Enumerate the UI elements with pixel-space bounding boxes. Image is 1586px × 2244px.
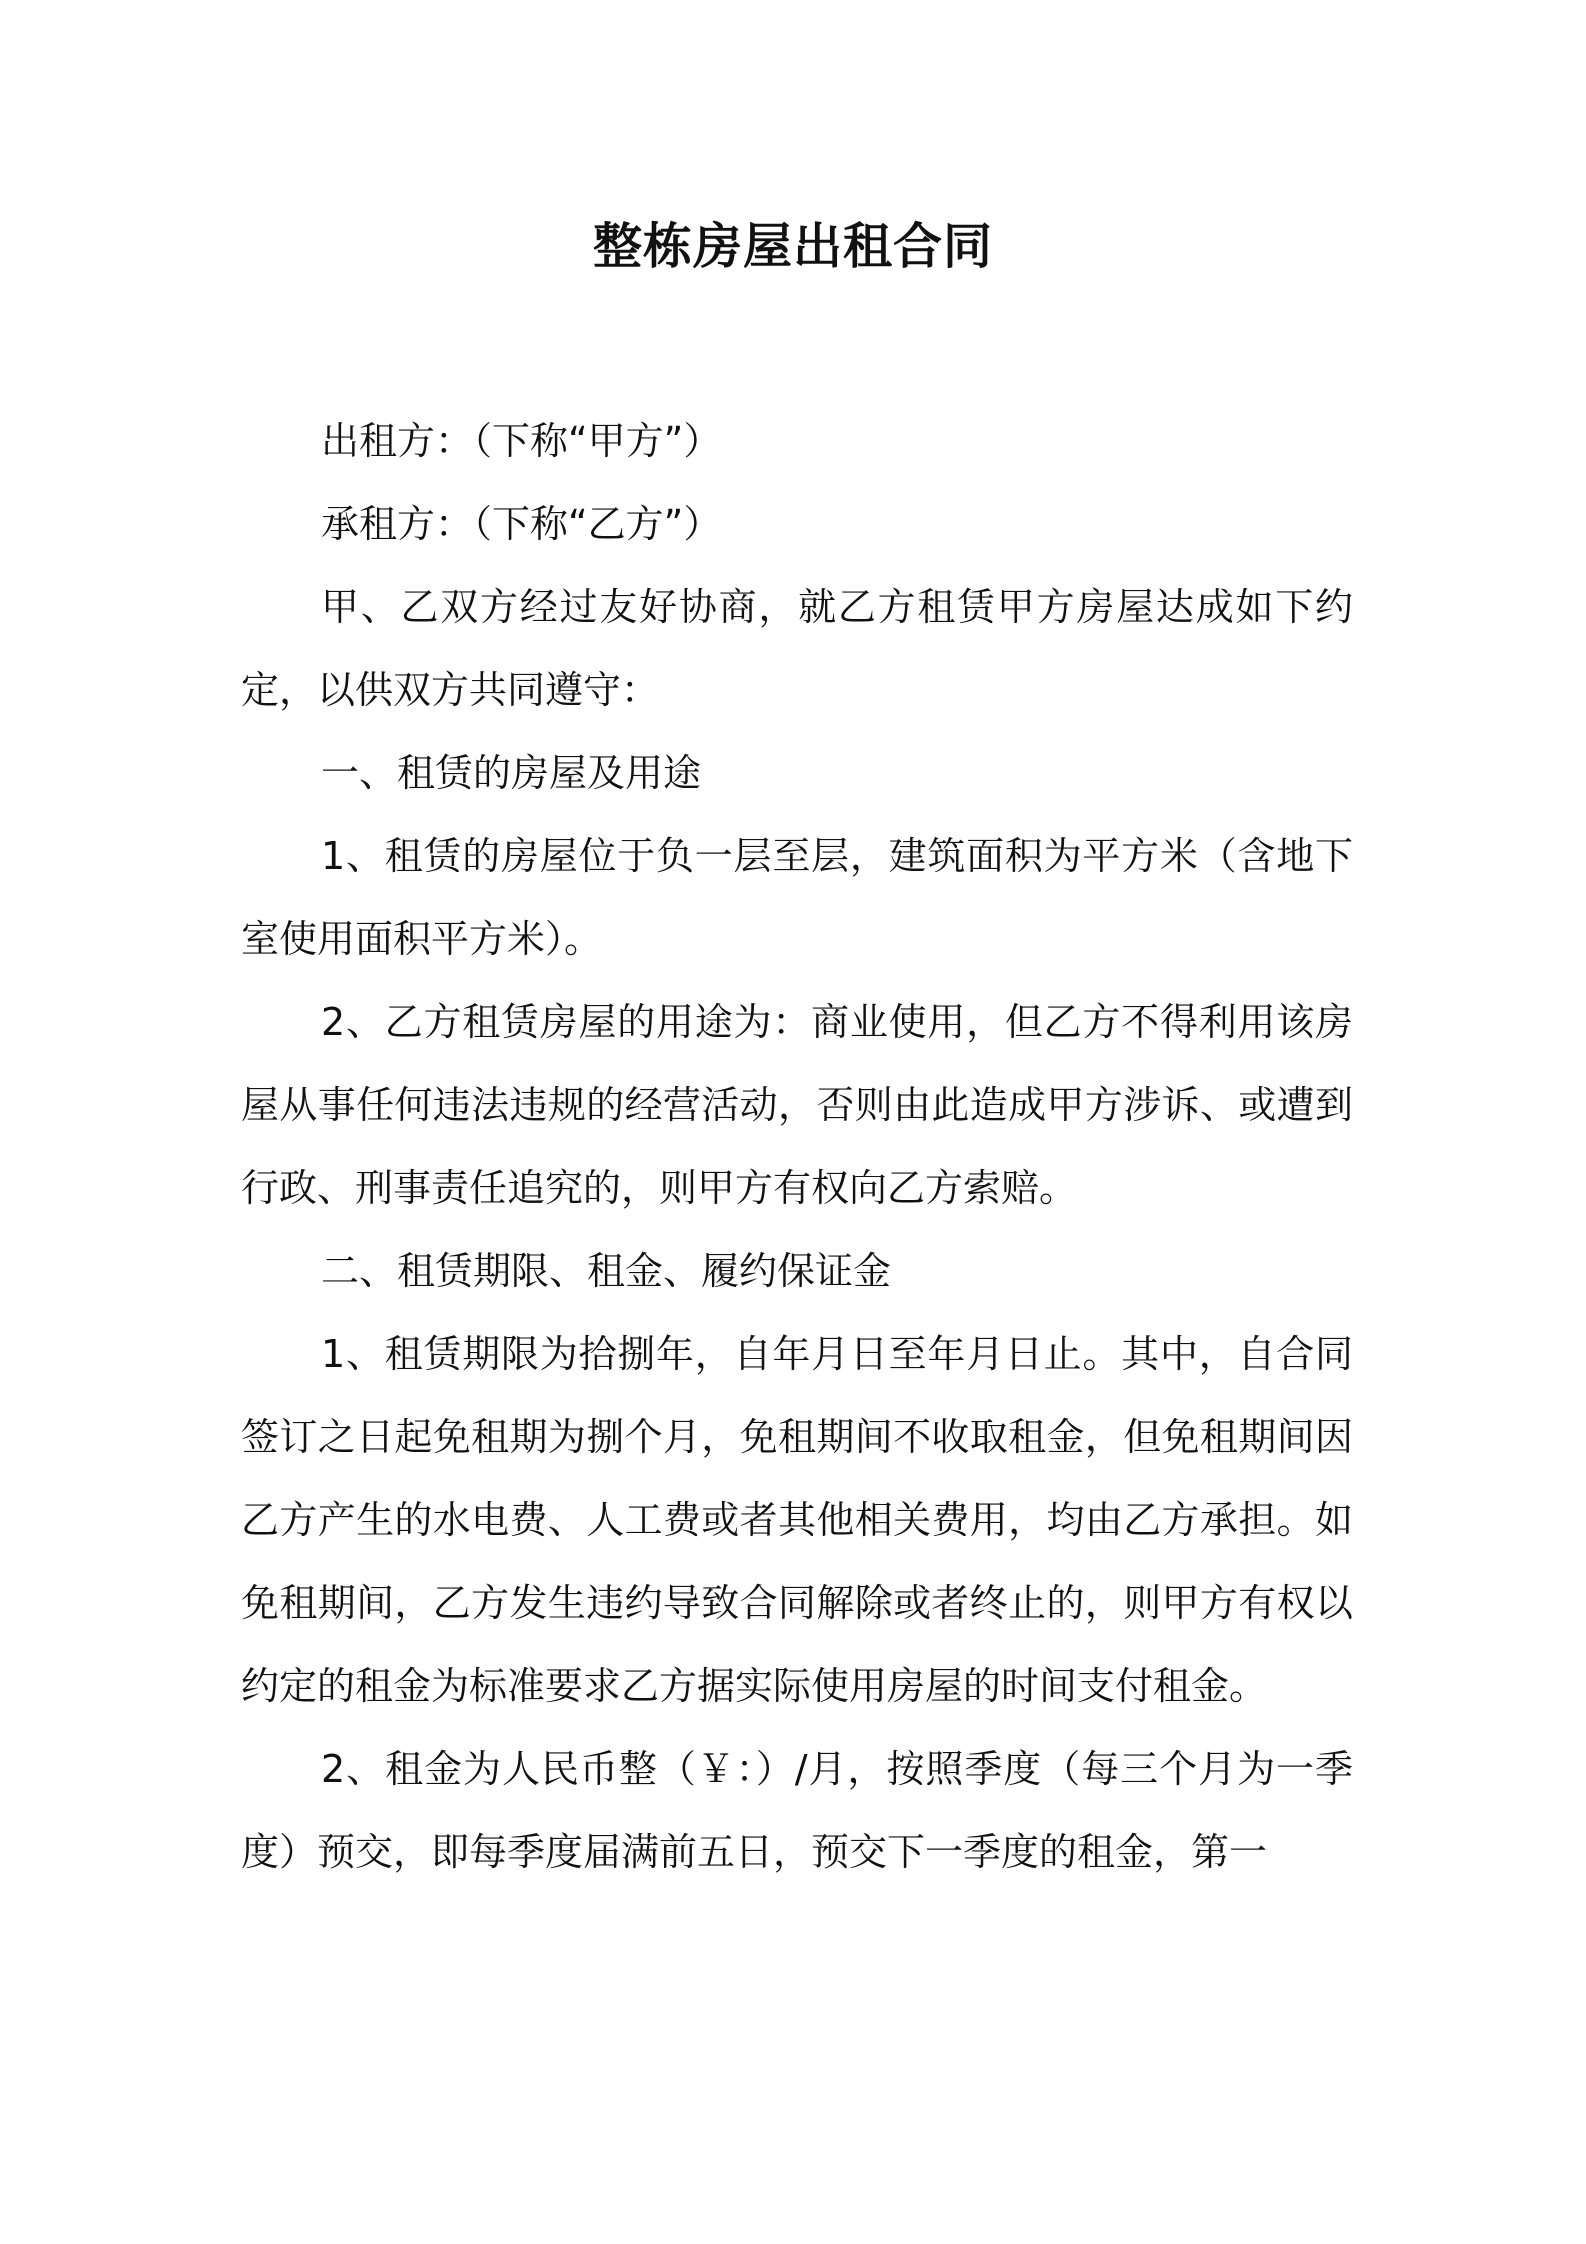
section-heading-2: 二、租赁期限、租金、履约保证金 [321,1249,892,1293]
clause-2-2: 2、租金为人民币整（￥：）/月，按照季度（每三个月为一季度）预交，即每季度届满前五日，预交下一季度的租金，第一 [241,1747,1353,1874]
clause-1-2: 2、乙方租赁房屋的用途为：商业使用，但乙方不得利用该房屋从事任何违法违规的经营活动，否则由此造成甲方涉诉、或遭到行政、刑事责任追究的，则甲方有权向乙方索赔。 [241,1000,1353,1210]
document-body [241,400,1353,1894]
clause-1-1: 1、租赁的房屋位于负一层至层，建筑面积为平方米（含地下室使用面积平方米）。 [241,834,1353,961]
clause-2-1: 1、租赁期限为拾捌年，自年月日至年月日止。其中，自合同签订之日起免租期为捌个月，免租期间不收取租金，但免租期间因乙方产生的水电费、人工费或者其他相关费用，均由乙方承担。如免租期间，乙方发生违约导致合同解除或者终止的，则甲方有权以约定的租金为标准要求乙方据实际使用房屋的时间支付租金。 [241,1332,1353,1708]
party-a-line: 出租方：（下称“甲方”） [321,419,722,463]
document-title: 整栋房屋出租合同 [592,218,993,275]
preamble-paragraph: 甲、乙双方经过友好协商，就乙方租赁甲方房屋达成如下约定，以供双方共同遵守： [241,585,1353,712]
section-heading-1: 一、租赁的房屋及用途 [321,751,702,795]
party-b-line: 承租方：（下称“乙方”） [321,502,722,546]
